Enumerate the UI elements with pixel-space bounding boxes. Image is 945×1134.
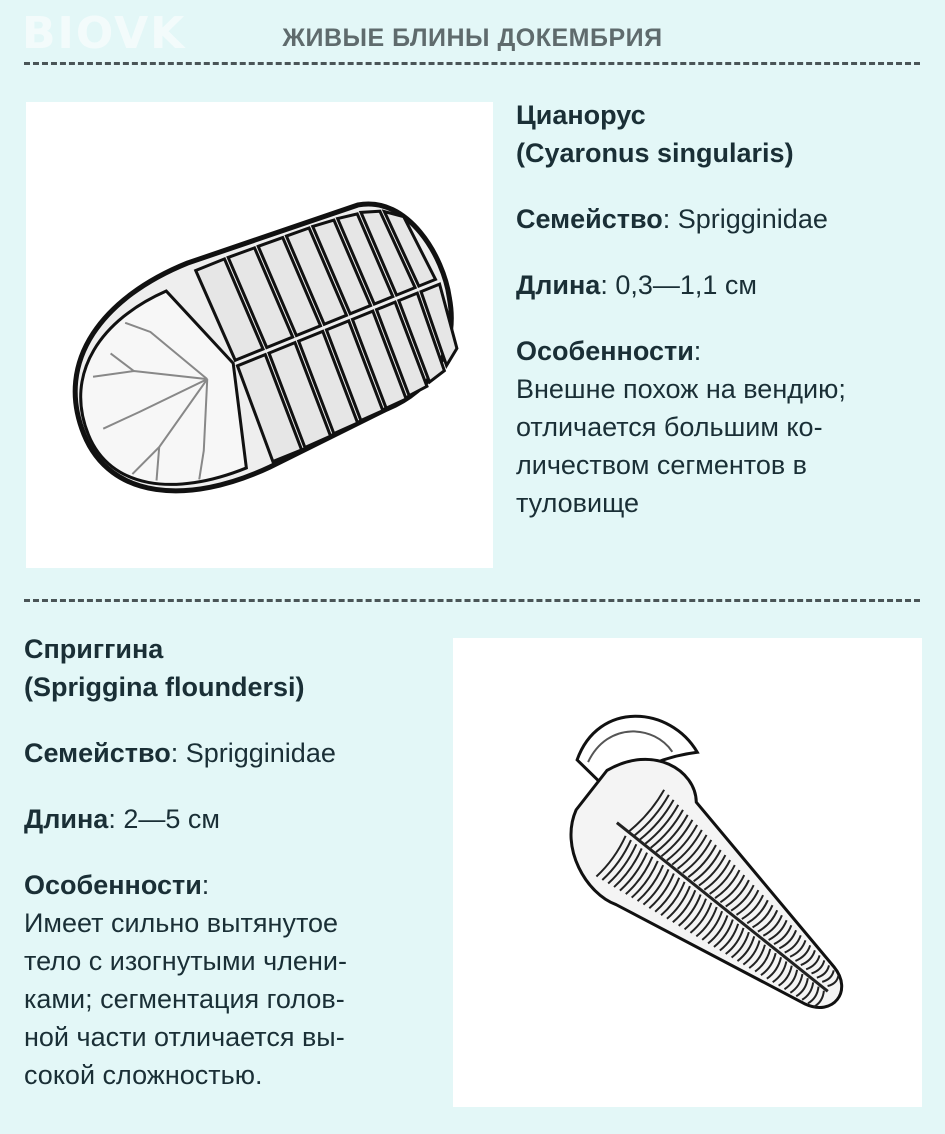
features-row: Особенности: — [24, 870, 210, 900]
family-value: : Sprigginidae — [662, 204, 828, 234]
features-line: Имеет сильно вытянутое — [24, 908, 339, 938]
page-title: ЖИВЫЕ БЛИНЫ ДОКЕМБРИЯ — [282, 24, 663, 52]
features-label: Особенности — [516, 336, 694, 366]
spriggina-info — [24, 630, 444, 1094]
species-latin-name: (Spriggina floundersi) — [24, 672, 305, 702]
length-value: : 0,3—1,1 см — [600, 270, 757, 300]
features-label: Особенности — [24, 870, 202, 900]
spriggina-illustration — [453, 638, 922, 1107]
features-text — [516, 370, 926, 522]
features-line: личеством сегментов в — [516, 450, 808, 480]
length-row — [24, 800, 444, 838]
features-line: Внешне похож на вендию; — [516, 374, 846, 404]
features-line: ками; сегментация голов- — [24, 984, 345, 1014]
family-row — [24, 734, 444, 772]
family-label: Семейство — [516, 204, 663, 234]
cyaronus-illustration-panel — [26, 102, 493, 568]
divider-middle — [24, 599, 920, 602]
species-name: Сприггина — [24, 634, 164, 664]
features-line: туловище — [516, 488, 640, 518]
species-name: Цианорус — [516, 100, 646, 130]
cyaronus-illustration — [26, 102, 493, 568]
family-label: Семейство — [24, 738, 171, 768]
features-line: отличается большим ко- — [516, 412, 823, 442]
features-text — [24, 904, 444, 1094]
cyaronus-info — [516, 96, 926, 522]
spriggina-illustration-panel — [453, 638, 922, 1107]
features-line: тело с изогнутыми члени- — [24, 946, 347, 976]
length-label: Длина — [516, 270, 601, 300]
watermark-logo: BIOVK — [22, 8, 187, 59]
family-row — [516, 200, 926, 238]
features-line: сокой сложностью. — [24, 1060, 263, 1090]
features-line: ной части отличается вы- — [24, 1022, 345, 1052]
species-latin-name: (Cyaronus singularis) — [516, 138, 794, 168]
length-value: : 2—5 см — [108, 804, 220, 834]
family-value: : Sprigginidae — [170, 738, 336, 768]
length-label: Длина — [24, 804, 109, 834]
divider-top — [24, 62, 920, 65]
features-row: Особенности: — [516, 336, 702, 366]
length-row — [516, 266, 926, 304]
